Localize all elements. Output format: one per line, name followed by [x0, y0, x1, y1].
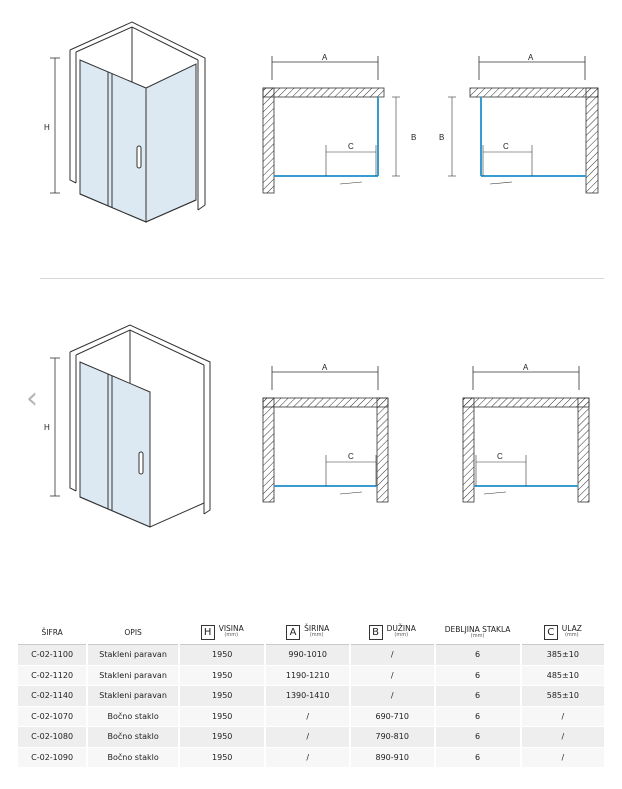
cell-ulaz: 585±10: [521, 686, 604, 707]
cell-opis: Stakleni paravan: [87, 645, 179, 666]
cell-sirina: 990-1010: [265, 645, 349, 666]
carousel-prev-icon[interactable]: ‹: [26, 381, 38, 416]
cell-duzina: 690-710: [350, 706, 435, 727]
cell-visina: 1950: [179, 706, 265, 727]
spec-table: [18, 620, 604, 768]
cell-visina: 1950: [179, 645, 265, 666]
cell-sirina: /: [265, 706, 349, 727]
iso-drawing-niche-enclosure: [70, 325, 210, 527]
cell-sirina: /: [265, 747, 349, 768]
cell-duzina: /: [350, 645, 435, 666]
header-ulaz-letter: C: [544, 625, 558, 640]
plan-view-2-top: [448, 56, 598, 193]
header-sirina: [265, 620, 349, 645]
dim-a-plan2-top: A: [528, 53, 534, 62]
dim-a-plan1-top: A: [322, 53, 328, 62]
cell-duzina: 790-810: [350, 727, 435, 748]
cell-debljina: 6: [435, 747, 521, 768]
cell-duzina: /: [350, 686, 435, 707]
header-debljina: [435, 620, 521, 645]
cell-debljina: 6: [435, 686, 521, 707]
cell-sifra: C-02-1070: [18, 706, 87, 727]
cell-debljina: 6: [435, 706, 521, 727]
height-label-bottom: H: [44, 423, 50, 432]
header-visina-letter: H: [201, 625, 215, 640]
cell-ulaz: /: [521, 747, 604, 768]
dim-c-plan2-top: C: [503, 142, 509, 151]
cell-debljina: 6: [435, 727, 521, 748]
cell-ulaz: 485±10: [521, 665, 604, 686]
cell-ulaz: /: [521, 706, 604, 727]
table-row: [18, 706, 604, 727]
cell-opis: Stakleni paravan: [87, 665, 179, 686]
table-row: [18, 645, 604, 666]
cell-sifra: C-02-1120: [18, 665, 87, 686]
header-sirina-unit: (mm): [309, 632, 324, 639]
cell-sirina: 1390-1410: [265, 686, 349, 707]
header-visina-text: VISINA: [218, 624, 244, 634]
height-label-top: H: [44, 123, 50, 132]
iso-drawing-corner-enclosure: [70, 22, 205, 222]
header-visina-unit: (mm): [224, 632, 239, 639]
cell-duzina: /: [350, 665, 435, 686]
cell-opis: Stakleni paravan: [87, 686, 179, 707]
cell-visina: 1950: [179, 727, 265, 748]
dim-c-plan2-bottom: C: [497, 452, 503, 461]
plan-view-1-top: [263, 56, 400, 193]
cell-sifra: C-02-1090: [18, 747, 87, 768]
table-row: [18, 686, 604, 707]
cell-debljina: 6: [435, 665, 521, 686]
cell-sirina: 1190-1210: [265, 665, 349, 686]
header-debljina-unit: (mm): [470, 632, 485, 639]
header-ulaz: [521, 620, 604, 645]
section-divider: [40, 278, 604, 279]
cell-visina: 1950: [179, 747, 265, 768]
cell-sifra: C-02-1080: [18, 727, 87, 748]
header-duzina-text: DUŽINA: [386, 624, 416, 634]
height-dimension-bottom: [50, 358, 60, 496]
table-row: [18, 727, 604, 748]
dim-b-plan2-top: B: [439, 133, 445, 142]
cell-sirina: /: [265, 727, 349, 748]
table-row: [18, 747, 604, 768]
height-dimension-top: [50, 58, 60, 193]
cell-ulaz: 385±10: [521, 645, 604, 666]
dim-c-plan1-top: C: [348, 142, 354, 151]
header-debljina-text: DEBLJINA STAKLA: [444, 624, 511, 634]
dim-a-plan2-bottom: A: [523, 363, 529, 372]
header-duzina: [350, 620, 435, 645]
header-ulaz-unit: (mm): [564, 632, 579, 639]
plan-view-1-bottom: [263, 366, 388, 502]
cell-sifra: C-02-1100: [18, 645, 87, 666]
cell-opis: Bočno staklo: [87, 727, 179, 748]
cell-ulaz: /: [521, 727, 604, 748]
cell-duzina: 890-910: [350, 747, 435, 768]
cell-sifra: C-02-1140: [18, 686, 87, 707]
cell-debljina: 6: [435, 645, 521, 666]
dim-c-plan1-bottom: C: [348, 452, 354, 461]
cell-opis: Bočno staklo: [87, 747, 179, 768]
header-ulaz-text: ULAZ: [561, 624, 582, 634]
spec-table-header: [18, 620, 604, 645]
header-sifra: ŠIFRA: [18, 620, 87, 645]
plan-view-2-bottom: [463, 366, 589, 502]
cell-visina: 1950: [179, 686, 265, 707]
header-opis: OPIS: [87, 620, 179, 645]
dim-a-plan1-bottom: A: [322, 363, 328, 372]
cell-visina: 1950: [179, 665, 265, 686]
header-duzina-unit: (mm): [394, 632, 409, 639]
header-sirina-letter: A: [286, 625, 300, 640]
cell-opis: Bočno staklo: [87, 706, 179, 727]
header-visina: [179, 620, 265, 645]
dim-b-plan1-top: B: [411, 133, 417, 142]
header-duzina-letter: B: [369, 625, 383, 640]
table-row: [18, 665, 604, 686]
header-sirina-text: ŠIRINA: [304, 624, 330, 634]
